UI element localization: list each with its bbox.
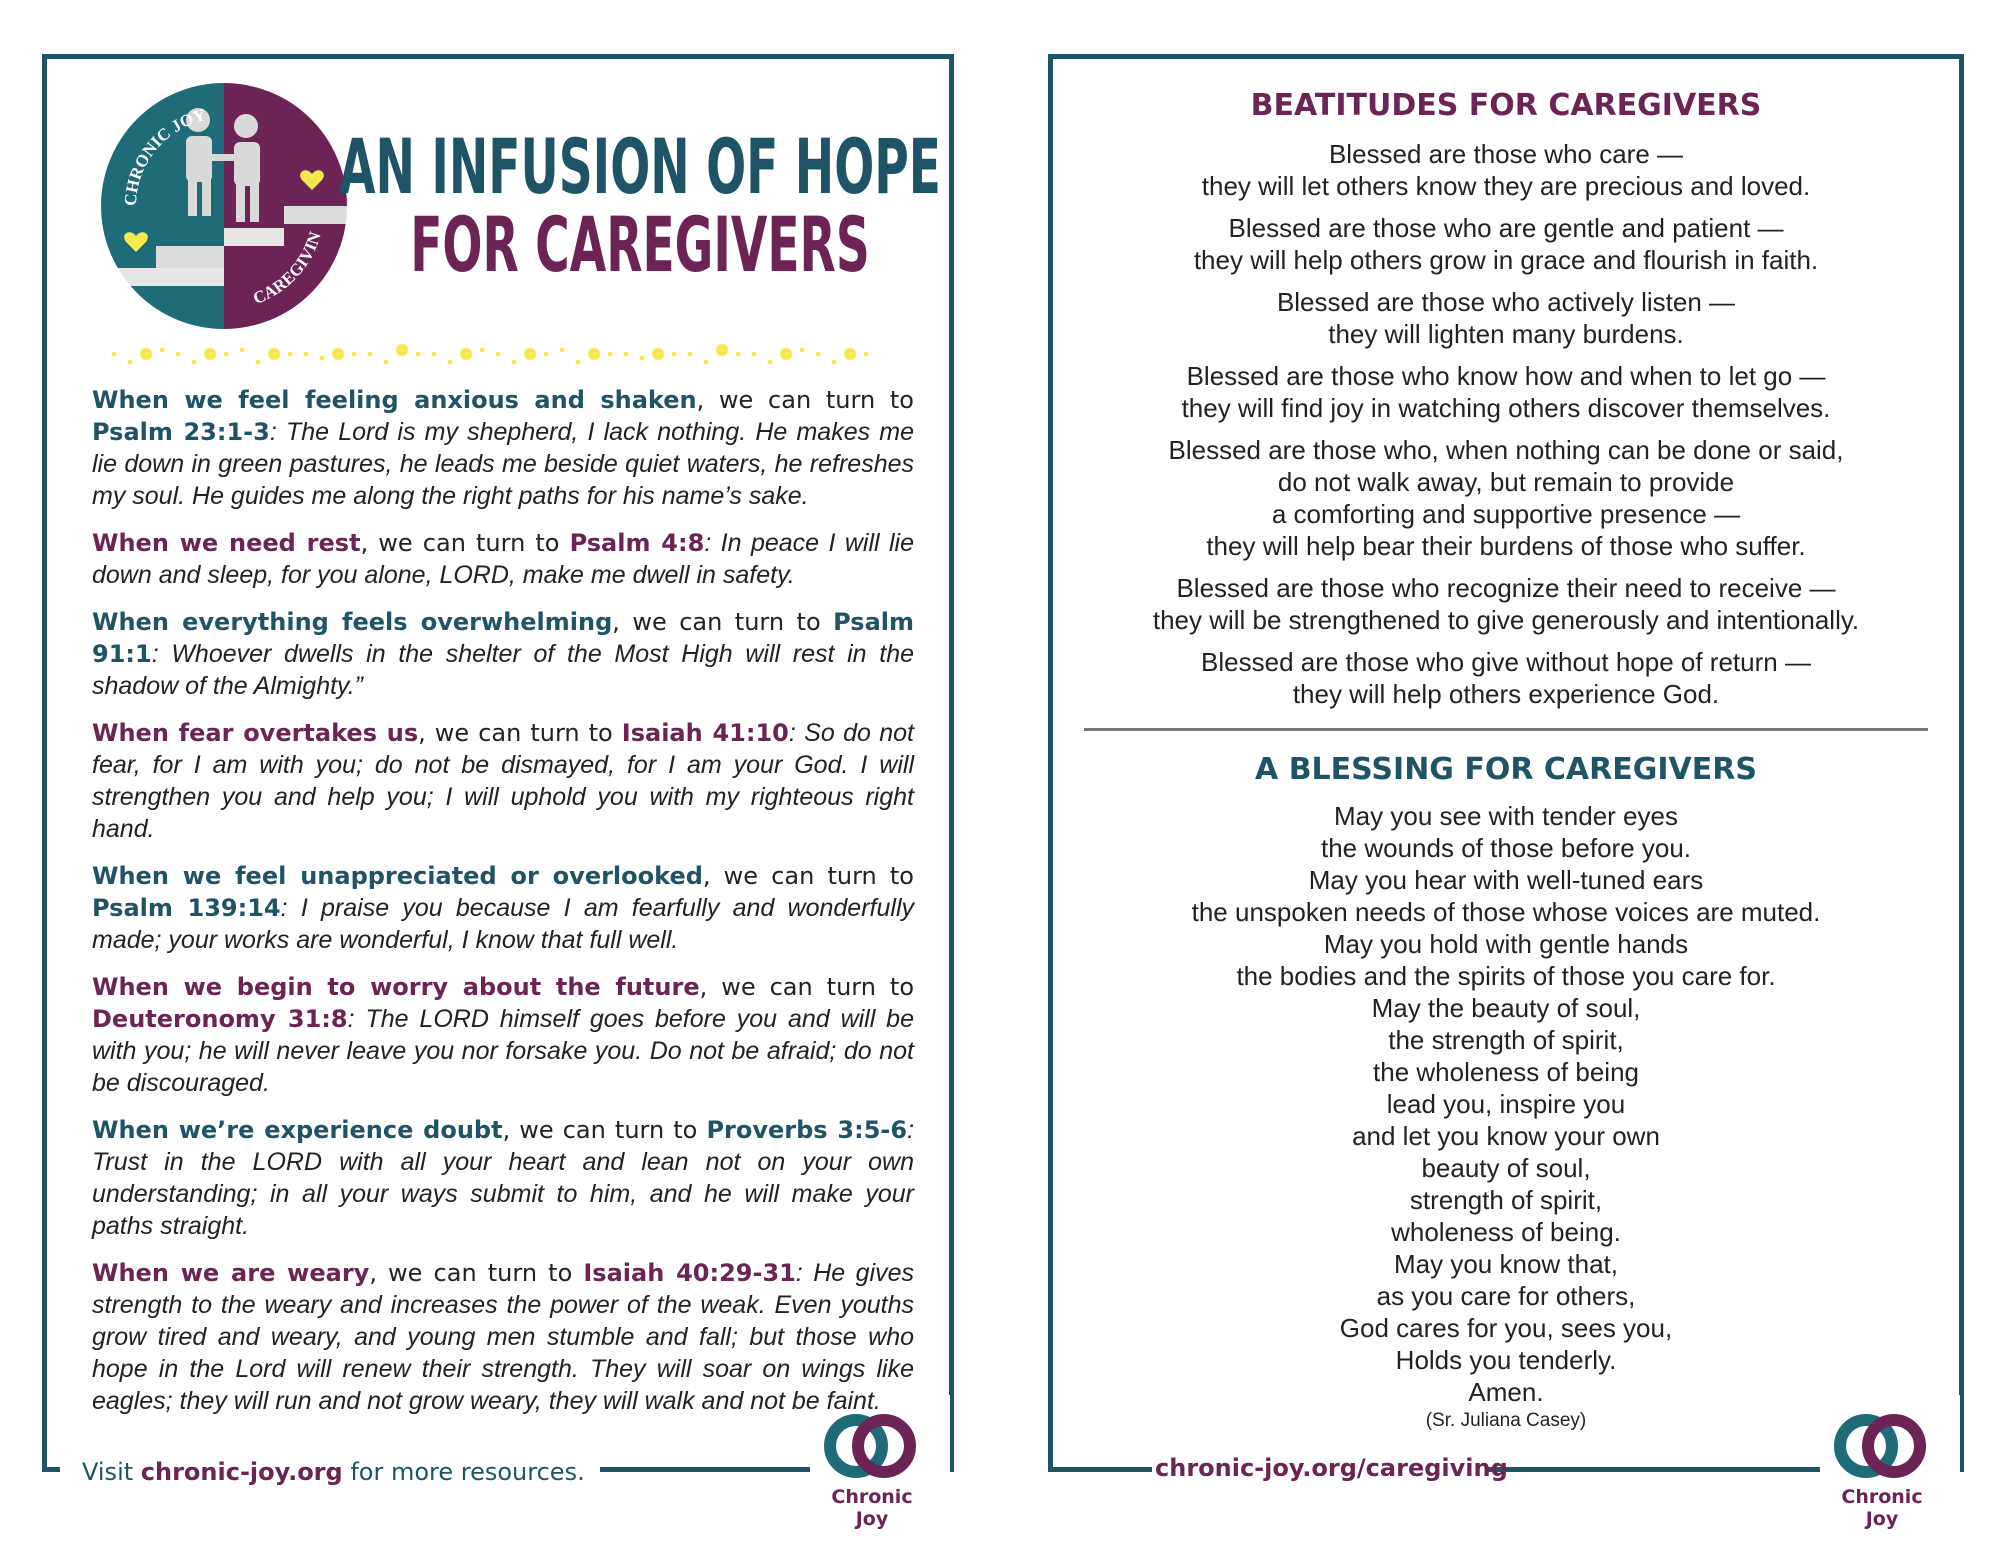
chronic-joy-logo — [1822, 1408, 1942, 1530]
scripture-passage — [92, 527, 914, 591]
passage-verse: : He gives strength to the weary and increases the power of the weak. Even youths grow tired and weary, and young men stumble and fall; but those who hope in the Lord will renew their strength. They will soar on wings like eagles; they will run and not grow weary, they will walk and not be faint. — [92, 1259, 914, 1415]
scripture-passage — [92, 971, 914, 1099]
passage-reference: Deuteronomy 31:8 — [92, 1005, 348, 1033]
dot — [512, 360, 517, 365]
blessing-title: A BLESSING FOR CAREGIVERS — [1255, 752, 1757, 787]
passage-connector: , we can turn to — [612, 608, 834, 636]
beatitudes-title: BEATITUDES FOR CAREGIVERS — [1250, 88, 1762, 123]
blessing-line: wholeness of being. — [1391, 1217, 1621, 1247]
beatitude-line: they will help bear their burdens of those who suffer. — [1206, 531, 1806, 561]
passage-reference: Isaiah 41:10 — [621, 719, 789, 747]
dot — [448, 360, 453, 365]
beatitude-line: Blessed are those who, when nothing can be done or said, — [1168, 435, 1844, 465]
scripture-passages — [92, 384, 914, 1432]
dot — [256, 360, 261, 365]
blessing-line: lead you, inspire you — [1386, 1089, 1626, 1119]
passage-connector: , we can turn to — [702, 862, 914, 890]
beatitude — [1080, 138, 1932, 202]
dot — [588, 348, 600, 360]
dot — [780, 348, 792, 360]
dot — [688, 352, 693, 357]
passage-lead: When we are weary — [92, 1259, 370, 1287]
beatitude-line: they will be strengthened to give generously and intentionally. — [1152, 605, 1860, 635]
passage-verse: : The LORD himself goes before you and will be with you; he will never leave you nor forsake you. Do not be afraid; do not be discouraged. — [92, 1005, 914, 1097]
blessing-line: May you see with tender eyes — [1334, 801, 1678, 831]
dot — [320, 356, 325, 361]
blessing-line: the unspoken needs of those whose voices are muted. — [1191, 897, 1821, 927]
scripture-passage — [92, 606, 914, 702]
beatitude-line: they will help others grow in grace and flourish in faith. — [1193, 245, 1819, 275]
scripture-passage — [92, 1114, 914, 1242]
dot — [672, 352, 677, 357]
passage-reference: Psalm 91:1 — [92, 608, 915, 668]
dot — [716, 344, 728, 356]
dot — [480, 348, 485, 353]
passage-connector: , we can turn to — [369, 1259, 584, 1287]
passage-lead: When we need rest — [92, 529, 361, 557]
dot — [640, 356, 645, 361]
beatitude-line: Blessed are those who know how and when to let go — — [1186, 361, 1826, 391]
dot — [332, 348, 344, 360]
passage-reference: Proverbs 3:5-6 — [706, 1116, 908, 1144]
dot — [624, 352, 629, 357]
dot — [864, 352, 869, 357]
dot — [352, 352, 357, 357]
scripture-passage — [92, 1257, 914, 1417]
blessing-line: as you care for others, — [1376, 1281, 1636, 1311]
beatitude-line: they will let others know they are precious and loved. — [1201, 171, 1811, 201]
blessing-line: and let you know your own — [1352, 1121, 1660, 1151]
blessing-line: God cares for you, sees you, — [1339, 1313, 1673, 1343]
dot — [192, 360, 197, 365]
beatitude-line: Blessed are those who care — — [1328, 139, 1684, 169]
passage-reference: Psalm 139:14 — [92, 894, 281, 922]
passage-reference: Psalm 4:8 — [569, 529, 705, 557]
beatitude-line: Blessed are those who actively listen — — [1276, 287, 1736, 317]
footer-visit: Visit — [82, 1458, 141, 1486]
section-divider — [1084, 728, 1928, 731]
dot — [160, 348, 165, 353]
caregiving-badge-logo — [96, 78, 352, 334]
dot — [832, 360, 837, 365]
chronic-joy-logo — [812, 1408, 932, 1530]
passage-connector: , we can turn to — [699, 973, 915, 1001]
passage-reference: Psalm 23:1-3 — [92, 418, 270, 446]
rings-icon — [1832, 1408, 1932, 1488]
passage-connector: , we can turn to — [696, 386, 914, 414]
logo-text: Chronic Joy — [831, 1486, 913, 1530]
blessing-line: May you hear with well-tuned ears — [1308, 865, 1704, 895]
passage-verse: : I praise you because I am fearfully and wonderfully made; your works are wonderful, I know that full well. — [92, 894, 914, 954]
footer-link[interactable]: chronic-joy.org — [140, 1458, 343, 1486]
badge-top-text: CHRONIC JOY — [120, 105, 208, 207]
dot — [704, 360, 709, 365]
blessing-line: Holds you tenderly. — [1395, 1345, 1617, 1375]
dot — [576, 360, 581, 365]
right-footer-link[interactable]: chronic-joy.org/caregiving — [1155, 1454, 1508, 1482]
beatitude — [1080, 360, 1932, 424]
beatitude — [1080, 286, 1932, 350]
beatitude-line: they will help others experience God. — [1292, 679, 1720, 709]
passage-verse: : In peace I will lie down and sleep, for you alone, LORD, make me dwell in safety. — [92, 529, 914, 589]
passage-verse: : Whoever dwells in the shelter of the Most High will rest in the shadow of the Almighty.” — [92, 640, 914, 700]
dot — [240, 348, 245, 353]
passage-connector: , we can turn to — [502, 1116, 707, 1144]
dot — [224, 352, 229, 357]
blessing-line: May you know that, — [1394, 1249, 1618, 1279]
blessing-line: the strength of spirit, — [1388, 1025, 1624, 1055]
dot — [460, 348, 472, 360]
blessing-line: beauty of soul, — [1421, 1153, 1591, 1183]
scripture-passage — [92, 860, 914, 956]
blessing-line: May you hold with gentle hands — [1323, 929, 1689, 959]
scripture-passage — [92, 717, 914, 845]
title-line-1: AN INFUSION OF HOPE — [339, 122, 941, 211]
dot — [112, 352, 117, 357]
dot — [608, 352, 613, 357]
blessing-line: the bodies and the spirits of those you care for. — [1236, 961, 1776, 991]
logo-text: Chronic Joy — [1841, 1486, 1923, 1530]
dot — [128, 360, 133, 365]
beatitude-line: they will find joy in watching others discover themselves. — [1181, 393, 1831, 423]
passage-lead: When everything feels overwhelming — [92, 608, 613, 636]
passage-lead: When we’re experience doubt — [92, 1116, 503, 1144]
rings-icon — [822, 1408, 922, 1488]
dot — [288, 352, 293, 357]
beatitude-line: do not walk away, but remain to provide — [1277, 467, 1735, 497]
passage-lead: When fear overtakes us — [92, 719, 419, 747]
beatitudes-list — [1080, 138, 1932, 720]
beatitude — [1080, 212, 1932, 276]
blessing-line: the wounds of those before you. — [1320, 833, 1692, 863]
passage-reference: Isaiah 40:29-31 — [583, 1259, 796, 1287]
dot — [432, 352, 437, 357]
blessing-line: strength of spirit, — [1409, 1185, 1603, 1215]
dot — [204, 348, 216, 360]
beatitude-line: a comforting and supportive presence — — [1271, 499, 1741, 529]
page-title — [330, 122, 950, 308]
beatitude — [1080, 572, 1932, 636]
beatitude-line: they will lighten many burdens. — [1328, 319, 1684, 349]
beatitude-line: Blessed are those who recognize their need to receive — — [1176, 573, 1836, 603]
passage-verse: : So do not fear, for I am with you; do not be dismayed, for I am your God. I will strengthen you and help you; I will uphold you with my righteous right hand. — [92, 719, 914, 843]
decorative-dots — [108, 340, 888, 370]
passage-connector: , we can turn to — [360, 529, 570, 557]
blessing-line: May the beauty of soul, — [1371, 993, 1641, 1023]
dot — [140, 348, 152, 360]
left-footer — [82, 1458, 585, 1486]
dot — [844, 348, 856, 360]
dot — [176, 352, 181, 357]
dot — [768, 360, 773, 365]
passage-verse: : The Lord is my shepherd, I lack nothing. He makes me lie down in green pastures, he leads me beside quiet waters, he refreshes my soul. He guides me along the right paths for his name’s sake. — [92, 418, 915, 510]
title-line-2: FOR CAREGIVERS — [410, 200, 870, 289]
passage-connector: , we can turn to — [418, 719, 622, 747]
blessing-text — [1080, 800, 1932, 1434]
dot — [268, 348, 280, 360]
dot — [560, 348, 565, 353]
beatitude — [1080, 434, 1932, 562]
dot — [736, 352, 741, 357]
scripture-passage — [92, 384, 914, 512]
dot — [368, 352, 373, 357]
dot — [752, 352, 757, 357]
attribution: (Sr. Juliana Casey) — [1425, 1410, 1587, 1431]
dot — [816, 352, 821, 357]
beatitude-line: Blessed are those who give without hope of return — — [1201, 647, 1811, 677]
footer-more: for more resources. — [342, 1458, 585, 1486]
beatitude — [1080, 646, 1932, 710]
passage-lead: When we begin to worry about the future — [92, 973, 700, 1001]
blessing-line: the wholeness of being — [1373, 1057, 1639, 1087]
dot — [304, 352, 309, 357]
dot — [384, 360, 389, 365]
blessing-line: Amen. — [1468, 1377, 1544, 1407]
dot — [524, 348, 536, 360]
dot — [800, 348, 805, 353]
dot — [496, 352, 501, 357]
dot — [396, 344, 408, 356]
passage-verse: : Trust in the LORD with all your heart and lean not on your own understanding; in all your ways submit to him, and he will make your paths straight. — [92, 1116, 915, 1240]
dot — [416, 352, 421, 357]
beatitude-line: Blessed are those who are gentle and patient — — [1228, 213, 1784, 243]
dot — [652, 348, 664, 360]
passage-lead: When we feel unappreciated or overlooked — [92, 862, 703, 890]
badge-bottom-text: CAREGIVIN — [250, 229, 325, 308]
passage-lead: When we feel feeling anxious and shaken — [92, 386, 697, 414]
dot — [544, 352, 549, 357]
